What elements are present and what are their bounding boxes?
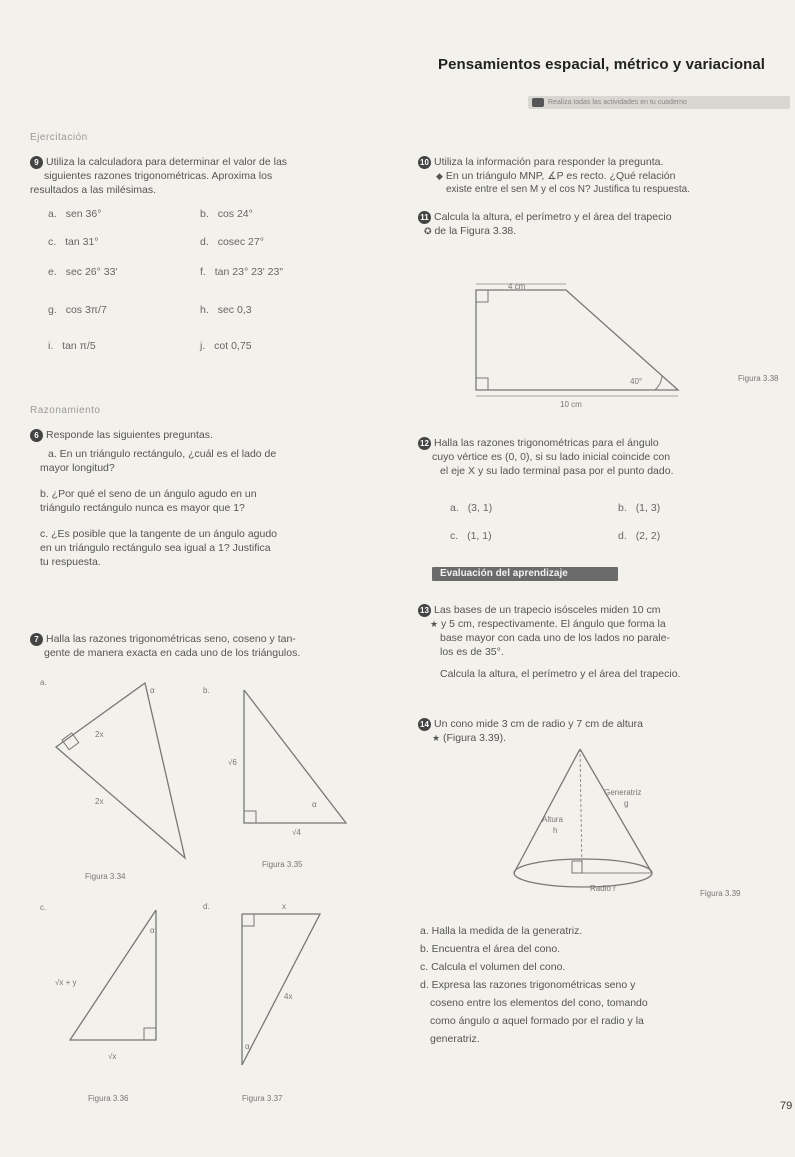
exercise-7: [30, 632, 400, 660]
diamond-icon: ◆: [436, 171, 443, 181]
height-label: Altura: [542, 815, 563, 824]
trapezoid-figure-338: [470, 280, 690, 400]
exercise-number: 13: [418, 604, 431, 617]
question-c: c. Calcula el volumen del cono.: [420, 961, 566, 973]
exercise-text: Las bases de un trapecio isósceles miden 10 cm: [434, 604, 661, 616]
exercise-number: 6: [30, 429, 43, 442]
exercise-text: Halla las razones trigonométricas para el ángulo: [434, 437, 659, 449]
section-razonamiento: Razonamiento: [30, 405, 101, 416]
option-j: j. cot 0,75: [200, 340, 252, 352]
section-ejercitacion: Ejercitación: [30, 132, 88, 143]
angle-label: α: [150, 926, 155, 935]
question-b: b. ¿Por qué el seno de un ángulo agudo en un: [40, 488, 257, 500]
side-label: √4: [292, 828, 301, 837]
option-a: a. (3, 1): [450, 502, 493, 514]
option-a: a. sen 36°: [48, 208, 102, 220]
page-header-title: Pensamientos espacial, métrico y variacional: [438, 56, 766, 73]
banner-text: Realiza todas las actividades en tu cuaderno: [548, 99, 687, 106]
angle-label: 40°: [630, 377, 643, 386]
top-base-label: 4 cm: [508, 282, 526, 291]
exercise-11: [418, 210, 790, 238]
option-d: d. cosec 27°: [200, 236, 264, 248]
question-c-cont: tu respuesta.: [40, 556, 101, 568]
side-label: x: [282, 902, 286, 911]
question-b: b. Encuentra el área del cono.: [420, 943, 561, 955]
option-c: c. tan 31°: [48, 236, 99, 248]
triangle-figure-337: [238, 910, 328, 1070]
section-evaluacion: Evaluación del aprendizaje: [432, 567, 618, 581]
exercise-9: [30, 155, 390, 197]
exercise-text: existe entre el sen M y el cos N? Justifica tu respuesta.: [446, 184, 690, 195]
question-d: d. Expresa las razones trigonométricas seno y: [420, 979, 636, 991]
angle-label: α: [150, 686, 155, 695]
exercise-text: Halla las razones trigonométricas seno, coseno y tan-: [46, 633, 296, 645]
exercise-number: 10: [418, 156, 431, 169]
question-a-cont: mayor longitud?: [40, 462, 115, 474]
option-g: g. cos 3π/7: [48, 304, 107, 316]
question-c-cont: en un triángulo rectángulo sea igual a 1? Justifica: [40, 542, 271, 554]
figure-caption: Figura 3.37: [242, 1094, 283, 1103]
side-label: 4x: [284, 992, 293, 1001]
exercise-text: cuyo vértice es (0, 0), si su lado inicial coincide con: [432, 451, 671, 463]
exercise-6: [30, 428, 400, 569]
triangle-figure-335: [240, 688, 350, 828]
figure-label-d: d.: [203, 902, 210, 911]
exercise-text: (Figura 3.39).: [443, 732, 507, 744]
question-d-cont: generatriz.: [430, 1033, 480, 1045]
exercise-text: de la Figura 3.38.: [434, 225, 517, 237]
question-a: a. Halla la medida de la generatriz.: [420, 925, 583, 937]
side-label: 2x: [95, 797, 104, 806]
exercise-text: Calcula la altura, el perímetro y el área del trapecio.: [440, 668, 681, 680]
question-b-cont: triángulo rectángulo nunca es mayor que 1?: [40, 502, 245, 514]
figure-label-b: b.: [203, 686, 210, 695]
question-d-cont: coseno entre los elementos del cono, tomando: [430, 997, 648, 1009]
exercise-number: 11: [418, 211, 431, 224]
height-symbol: h: [553, 826, 558, 835]
page-number: 79: [780, 1100, 793, 1112]
exercise-text: siguientes razones trigonométricas. Aproxima los: [44, 170, 273, 182]
option-i: i. tan π/5: [48, 340, 96, 352]
exercise-number: 7: [30, 633, 43, 646]
notebook-icon: [532, 98, 544, 107]
figure-caption: Figura 3.39: [700, 889, 741, 898]
exercise-text: y 5 cm, respectivamente. El ángulo que forma la: [441, 618, 666, 630]
side-label: √6: [228, 758, 237, 767]
angle-label: α: [312, 800, 317, 809]
figure-caption: Figura 3.35: [262, 860, 303, 869]
radius-label: Radio r: [590, 884, 616, 893]
option-f: f. tan 23° 23' 23": [200, 266, 284, 278]
exercise-number: 12: [418, 437, 431, 450]
exercise-text: Responde las siguientes preguntas.: [46, 429, 213, 441]
star-icon: ✪: [424, 226, 432, 236]
exercise-number: 14: [418, 718, 431, 731]
question-c: c. ¿Es posible que la tangente de un ángulo agudo: [40, 528, 278, 540]
angle-label: α: [245, 1042, 250, 1051]
exercise-text: el eje X y su lado terminal pasa por el punto dado.: [440, 465, 674, 477]
side-label: √x + y: [55, 978, 77, 987]
star-icon: ★: [430, 619, 439, 629]
option-b: b. cos 24°: [200, 208, 253, 220]
side-label: √x: [108, 1052, 117, 1061]
exercise-13: [418, 603, 790, 681]
exercise-text: Calcula la altura, el perímetro y el área del trapecio: [434, 211, 672, 223]
figure-label-a: a.: [40, 678, 47, 687]
bottom-base-label: 10 cm: [560, 400, 582, 409]
figure-caption: Figura 3.36: [88, 1094, 129, 1103]
option-e: e. sec 26° 33': [48, 266, 118, 278]
exercise-text: resultados a las milésimas.: [30, 184, 157, 196]
activity-banner: [528, 96, 790, 109]
option-d: d. (2, 2): [618, 530, 661, 542]
option-c: c. (1, 1): [450, 530, 492, 542]
exercise-number: 9: [30, 156, 43, 169]
exercise-text: Utiliza la información para responder la pregunta.: [434, 156, 664, 168]
figure-label-c: c.: [40, 903, 47, 912]
exercise-12: [418, 436, 790, 478]
question-a: a. En un triángulo rectángulo, ¿cuál es el lado de: [48, 448, 277, 460]
figure-caption: Figura 3.34: [85, 872, 126, 881]
exercise-10: [418, 155, 790, 197]
generatrix-label: Generatriz: [604, 788, 642, 797]
exercise-text: Utiliza la calculadora para determinar el valor de las: [46, 156, 288, 168]
exercise-text: Un cono mide 3 cm de radio y 7 cm de altura: [434, 718, 643, 730]
option-h: h. sec 0,3: [200, 304, 252, 316]
generatrix-symbol: g: [624, 799, 629, 808]
exercise-14: [418, 717, 790, 745]
option-b: b. (1, 3): [618, 502, 661, 514]
cone-questions: [420, 922, 790, 1048]
exercise-text: gente de manera exacta en cada uno de los triángulos.: [44, 647, 301, 659]
cone-figure-339: [510, 745, 680, 895]
triangle-figure-334: [50, 680, 190, 870]
exercise-text: En un triángulo MNP, ∡P es recto. ¿Qué relación: [445, 170, 676, 182]
exercise-text: base mayor con cada uno de los lados no parale-: [440, 632, 670, 644]
question-d-cont: como ángulo α aquel formado por el radio y la: [430, 1015, 644, 1027]
exercise-text: los es de 35°.: [440, 646, 504, 658]
star-icon: ★: [432, 733, 441, 743]
figure-caption: Figura 3.38: [738, 374, 779, 383]
side-label: 2x: [95, 730, 104, 739]
